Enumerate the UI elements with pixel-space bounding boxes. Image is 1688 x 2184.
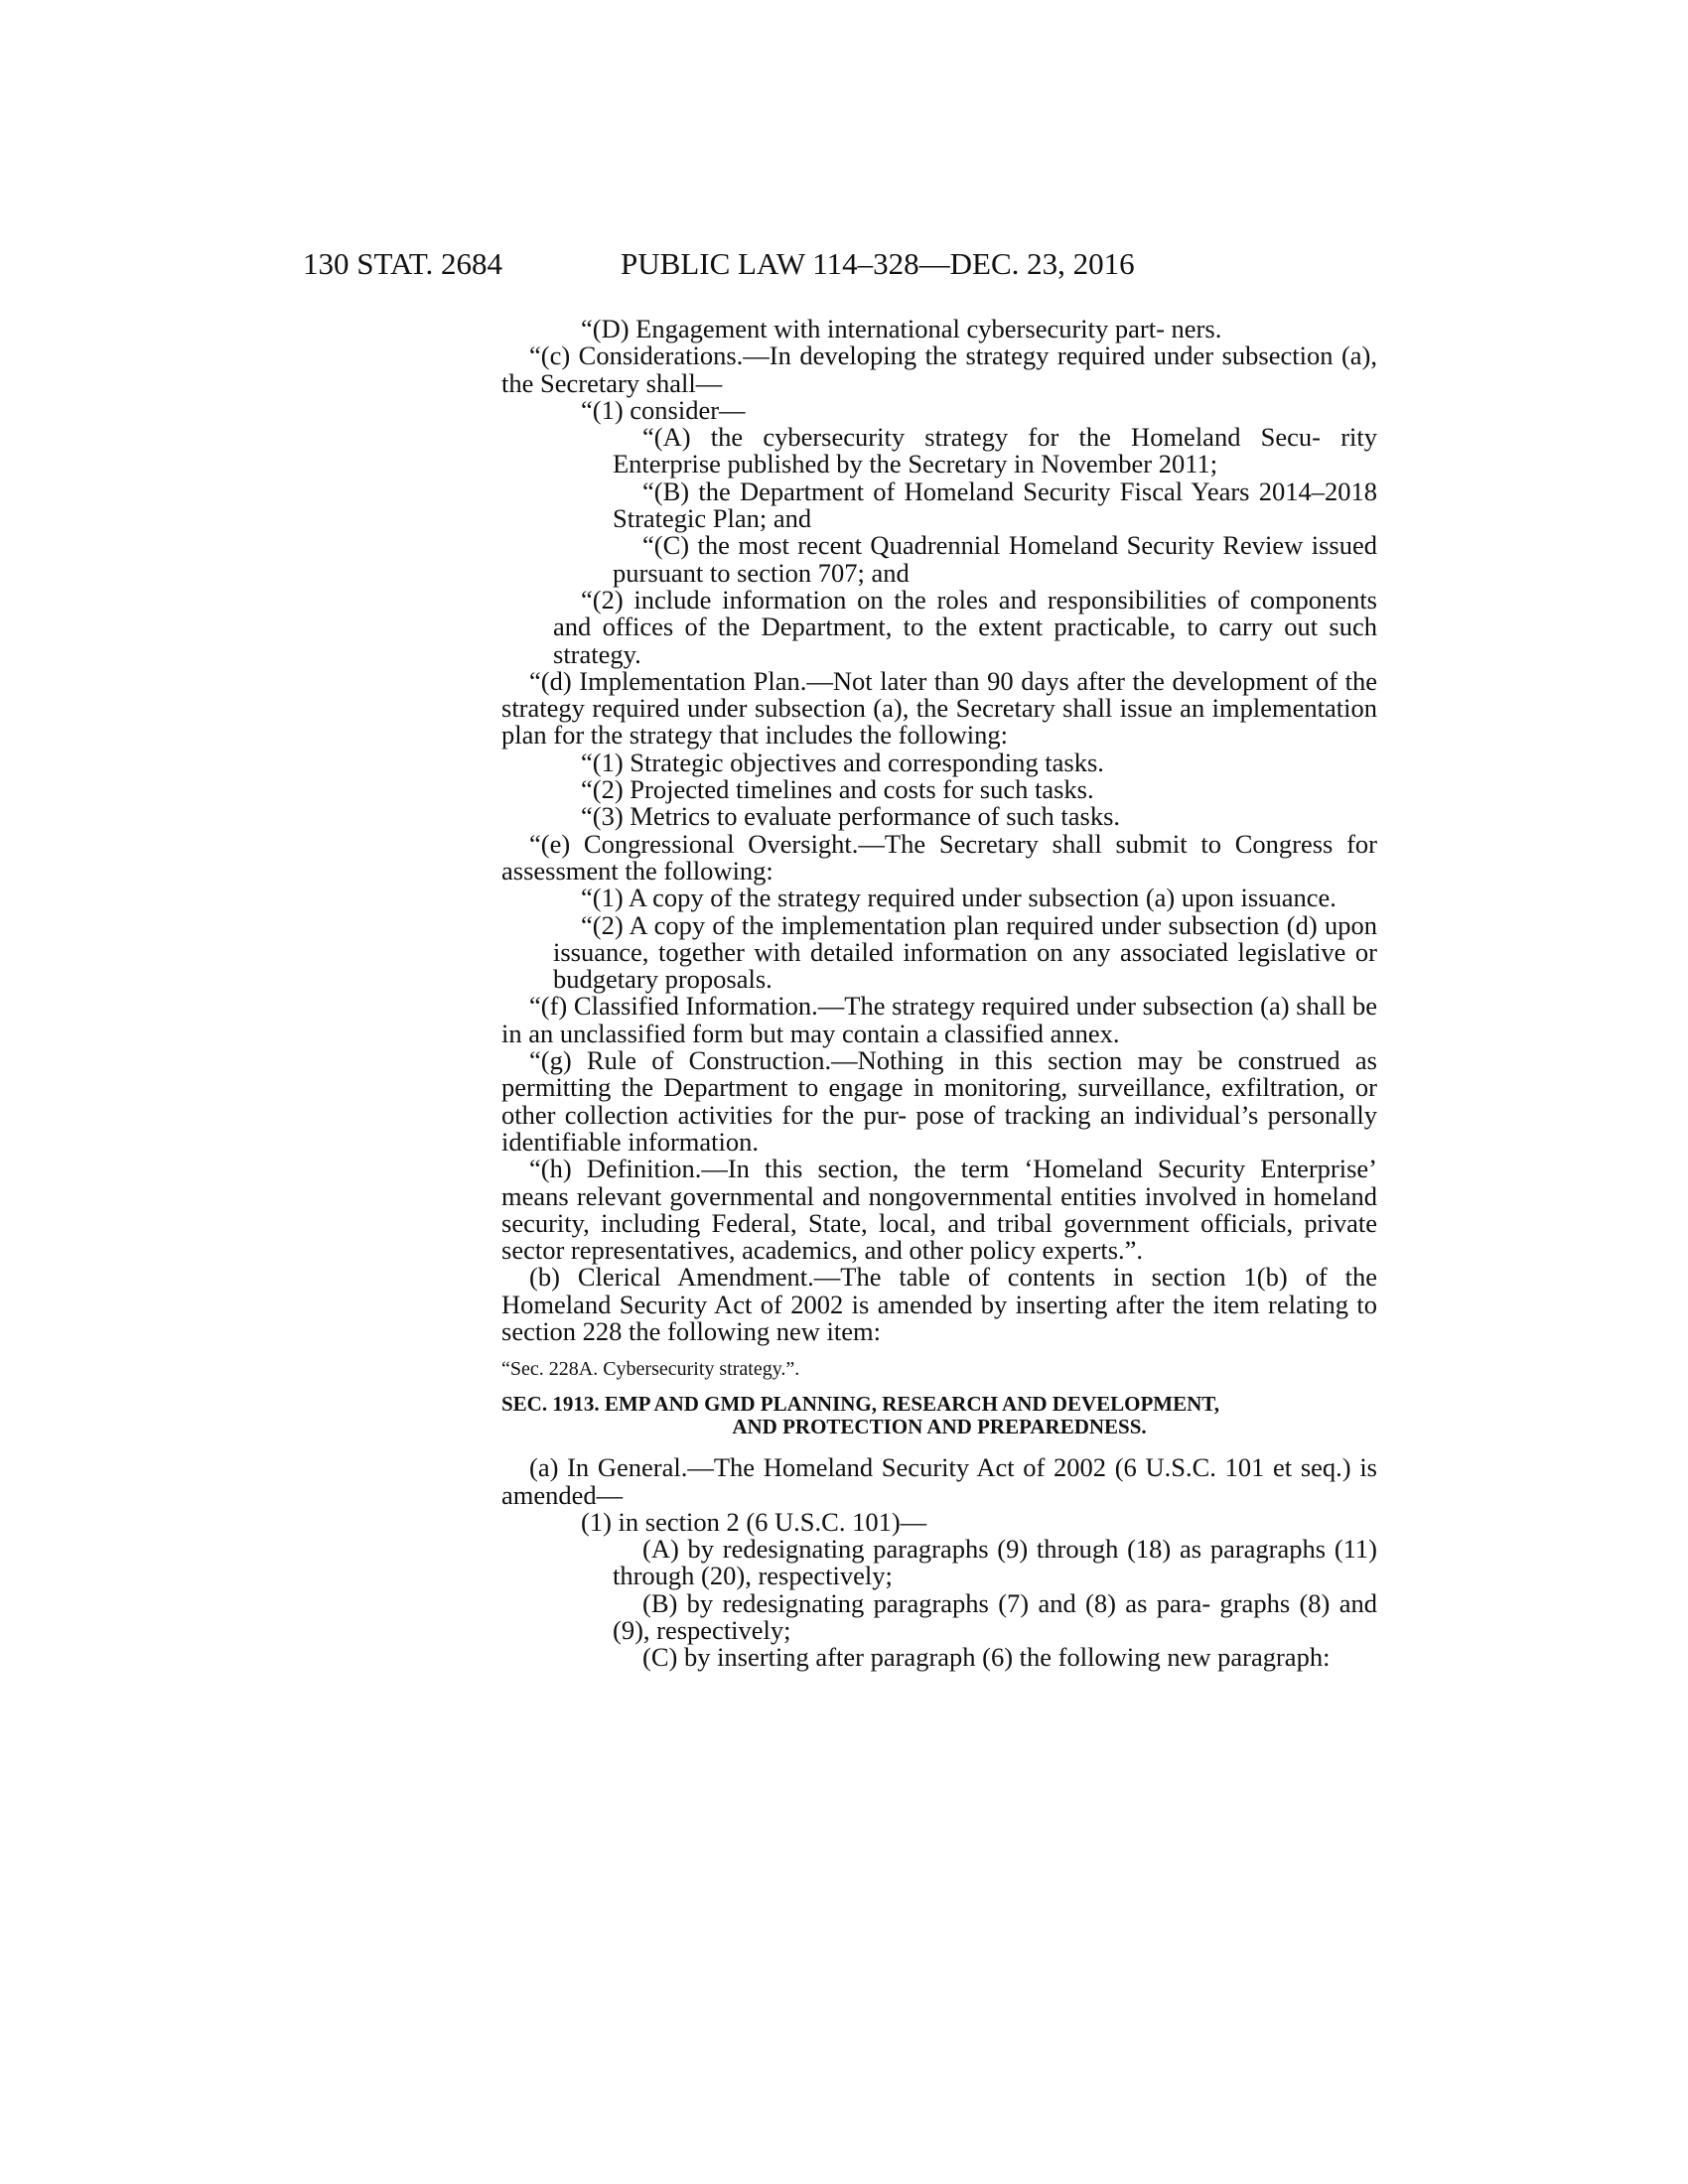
- clerical-amendment: (b) Clerical Amendment.—The table of contents in section 1(b) of the Homeland Security Act of 2002 is amended by inserting after the item relating to section 228 the following new item:: [501, 1262, 1377, 1346]
- document-body: [501, 316, 1377, 1672]
- subsection-g-rule-of-construction: “(g) Rule of Construction.—Nothing in this section may be construed as permitting the Department to engage in monitoring, surveillance, exfiltration, or other collection activities for the pur- pose of tracking an individual’s personally identifiable information.: [501, 1045, 1377, 1157]
- subsection-d-implementation-plan: “(d) Implementation Plan.—Not later than 90 days after the development of the strategy required under subsection (a), the Secretary shall issue an implementation plan for the strategy that includes the following:: [501, 665, 1377, 751]
- subsection-e-congressional-oversight: “(e) Congressional Oversight.—The Secretary shall submit to Congress for assessment the following:: [501, 828, 1377, 886]
- plan-item-2: “(2) Projected timelines and costs for such tasks.: [581, 774, 1094, 805]
- oversight-item-2: “(2) A copy of the implementation plan required under subsection (d) upon issuance, together with detailed information on any associated legislative or budgetary proposals.: [553, 909, 1377, 995]
- subsection-a-in-general: (a) In General.—The Homeland Security Act of 2002 (6 U.S.C. 101 et seq.) is amended—: [501, 1452, 1377, 1510]
- amend-item-c: (C) by inserting after paragraph (6) the following new paragraph:: [642, 1642, 1331, 1673]
- subparagraph-c-review: “(C) the most recent Quadrennial Homeland Security Review issued pursuant to section 707; and: [613, 530, 1377, 588]
- public-law-citation: PUBLIC LAW 114–328—DEC. 23, 2016: [621, 246, 1135, 281]
- toc-item: “Sec. 228A. Cybersecurity strategy.”.: [501, 1358, 800, 1381]
- page-header: [0, 246, 1688, 286]
- paragraph-2-roles: “(2) include information on the roles and responsibilities of components and offices of the Department, to the extent practicable, to carry out such strategy.: [553, 584, 1377, 669]
- amend-item-1: (1) in section 2 (6 U.S.C. 101)—: [581, 1506, 927, 1537]
- subparagraph-a-strategy: “(A) the cybersecurity strategy for the Homeland Secu- rity Enterprise published by the Secretary in November 2011;: [613, 422, 1377, 479]
- statute-page-number: 130 STAT. 2684: [303, 246, 503, 281]
- subparagraph-b-plan: “(B) the Department of Homeland Security Fiscal Years 2014–2018 Strategic Plan; and: [613, 476, 1377, 534]
- amend-item-b: (B) by redesignating paragraphs (7) and (8) as para- graphs (8) and (9), respectively;: [613, 1587, 1377, 1646]
- subsection-c-considerations: “(c) Considerations.—In developing the strategy required under subsection (a), the Secretary shall—: [501, 341, 1377, 398]
- subsection-f-classified-information: “(f) Classified Information.—The strategy required under subsection (a) shall be in an unclassified form but may contain a classified annex.: [501, 991, 1377, 1048]
- paragraph-d-engagement: “(D) Engagement with international cybersecurity part- ners.: [581, 314, 1222, 343]
- plan-item-3: “(3) Metrics to evaluate performance of such tasks.: [581, 801, 1121, 832]
- subsection-h-definition: “(h) Definition.—In this section, the term ‘Homeland Security Enterprise’ means relevant governmental and nongovernmental entities involved in homeland security, including Federal, State, local, and tribal government officials, private sector representatives, academics, and other policy experts.”.: [501, 1154, 1377, 1266]
- plan-item-1: “(1) Strategic objectives and corresponding tasks.: [581, 747, 1104, 777]
- oversight-item-1: “(1) A copy of the strategy required under subsection (a) upon issuance.: [581, 883, 1336, 913]
- section-heading-line-2: AND PROTECTION AND PREPAREDNESS.: [732, 1415, 1147, 1439]
- amend-item-a: (A) by redesignating paragraphs (9) through (18) as paragraphs (11) through (20), respectively;: [613, 1534, 1377, 1591]
- paragraph-1-consider: “(1) consider—: [581, 394, 746, 425]
- section-heading-line-1: SEC. 1913. EMP AND GMD PLANNING, RESEARCH AND DEVELOPMENT,: [501, 1392, 1219, 1417]
